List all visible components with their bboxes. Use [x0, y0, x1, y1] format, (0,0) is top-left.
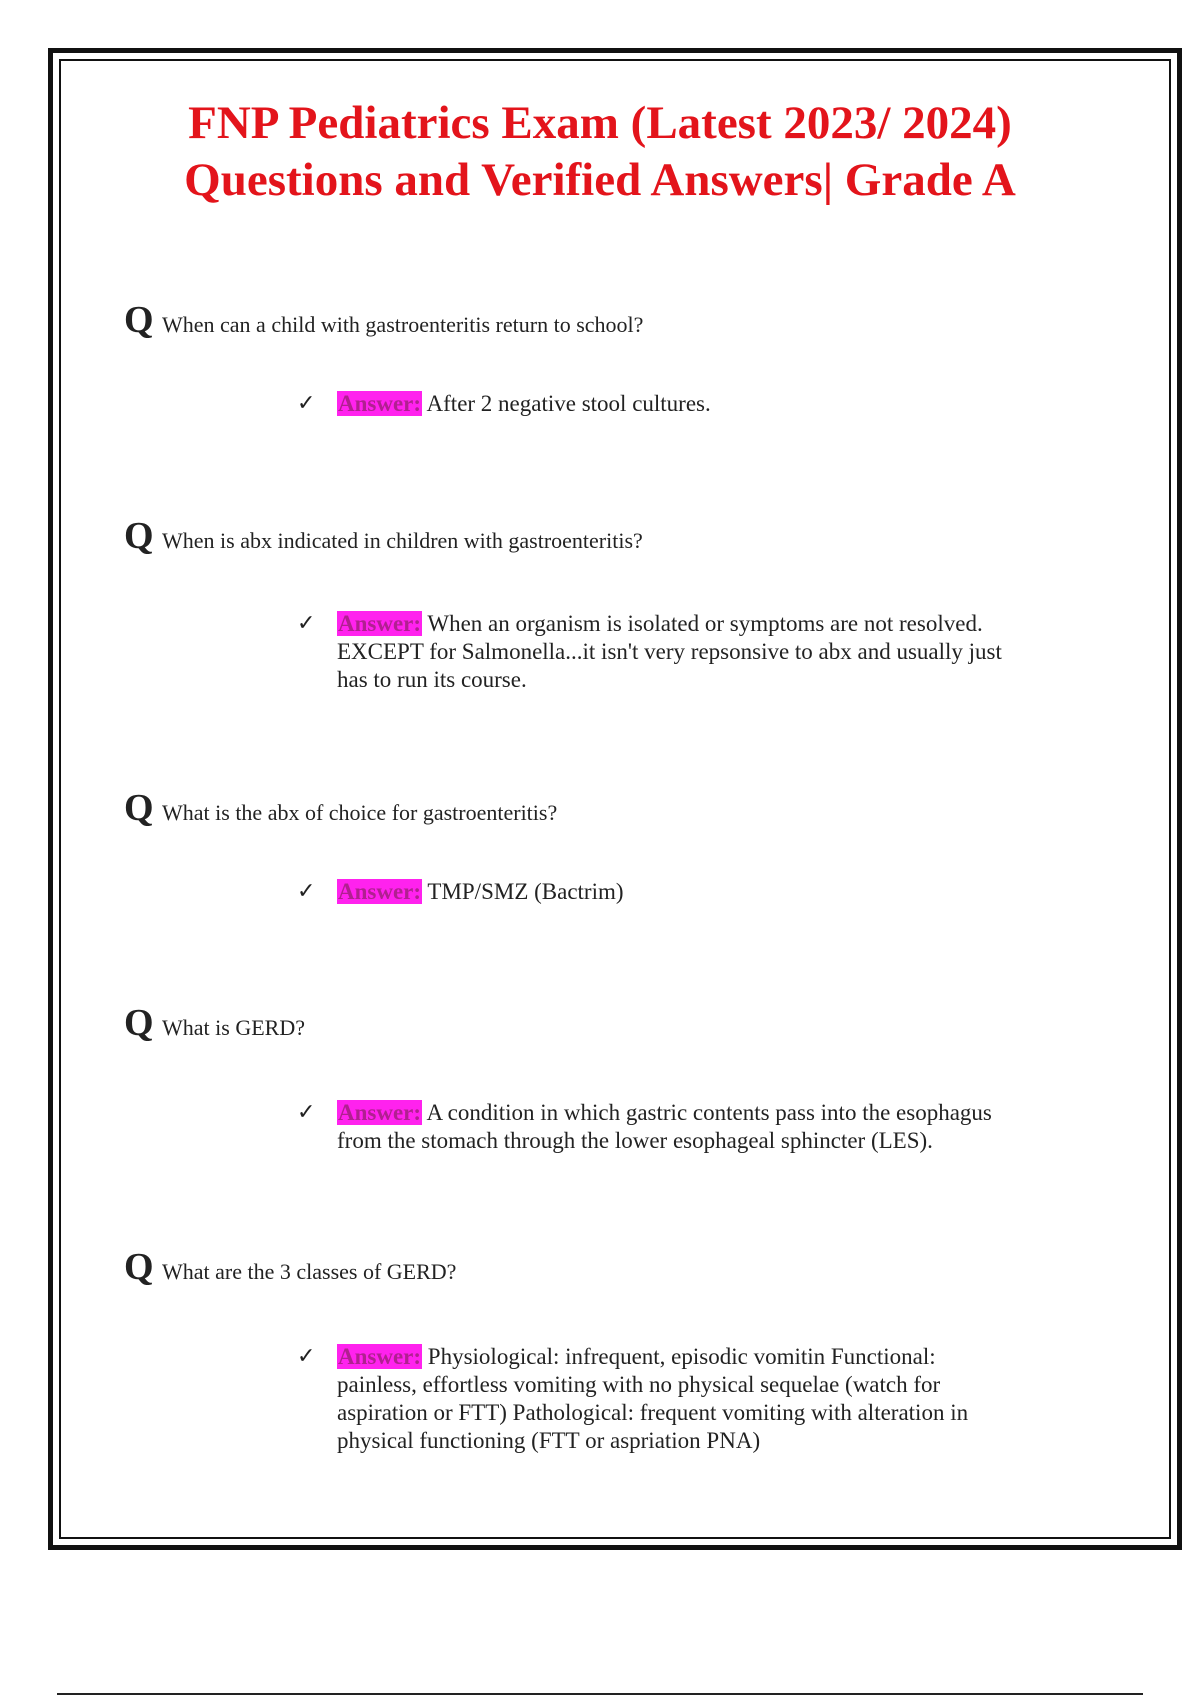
question-row	[124, 1001, 1124, 1045]
answer-text: When an organism is isolated or symptoms are not resolved. EXCEPT for Salmonella...it isn't very repsonsive to abx and usually just has to run its course.	[337, 611, 1002, 692]
question-text: What is the abx of choice for gastroenteritis?	[162, 800, 558, 825]
question-row	[124, 298, 1124, 342]
answer-text: Physiological: infrequent, episodic vomitin Functional: painless, effortless vomiting with no physical sequelae (watch for aspiration or FTT) Pathological: frequent vomiting with alteration in physical functioning (FTT or aspriation PNA)	[337, 1344, 969, 1453]
answer-label: Answer:	[338, 879, 422, 904]
checkmark-icon: ✓	[297, 1344, 316, 1369]
question-text: What is GERD?	[162, 1015, 305, 1040]
qa-item	[124, 514, 1124, 694]
question-text: When is abx indicated in children with gastroenteritis?	[162, 528, 643, 553]
answer-label: Answer:	[338, 611, 422, 636]
qa-item	[124, 1001, 1124, 1155]
checkmark-icon: ✓	[297, 611, 316, 636]
checkmark-icon: ✓	[297, 879, 316, 904]
question-row	[124, 786, 1124, 830]
answer-row	[297, 1099, 1037, 1155]
answer-text: A condition in which gastric contents pass into the esophagus from the stomach through the lower esophageal sphincter (LES).	[337, 1100, 992, 1153]
document-title	[0, 95, 1200, 209]
qa-item	[124, 786, 1124, 906]
qa-item	[124, 1245, 1124, 1455]
qa-item	[124, 298, 1124, 418]
question-marker: Q	[124, 787, 154, 829]
footer-rule	[57, 1693, 1143, 1695]
question-marker: Q	[124, 299, 154, 341]
answer-label: Answer:	[338, 391, 422, 416]
answer-label: Answer:	[338, 1344, 422, 1369]
question-marker: Q	[124, 515, 154, 557]
answer-text: After 2 negative stool cultures.	[426, 391, 711, 416]
answer-text: TMP/SMZ (Bactrim)	[427, 879, 624, 904]
title-line-2: Questions and Verified Answers| Grade A	[184, 154, 1016, 206]
title-line-1: FNP Pediatrics Exam (Latest 2023/ 2024)	[188, 97, 1012, 149]
answer-row	[297, 878, 1027, 906]
answer-row	[297, 390, 1027, 418]
answer-label: Answer:	[338, 1100, 422, 1125]
question-marker: Q	[124, 1246, 154, 1288]
checkmark-icon: ✓	[297, 1100, 316, 1125]
question-text: What are the 3 classes of GERD?	[162, 1259, 457, 1284]
answer-row	[297, 610, 1027, 694]
question-row	[124, 1245, 1124, 1289]
question-text: When can a child with gastroenteritis return to school?	[162, 312, 644, 337]
question-row	[124, 514, 1124, 558]
checkmark-icon: ✓	[297, 391, 316, 416]
question-marker: Q	[124, 1002, 154, 1044]
answer-row	[297, 1343, 1017, 1455]
